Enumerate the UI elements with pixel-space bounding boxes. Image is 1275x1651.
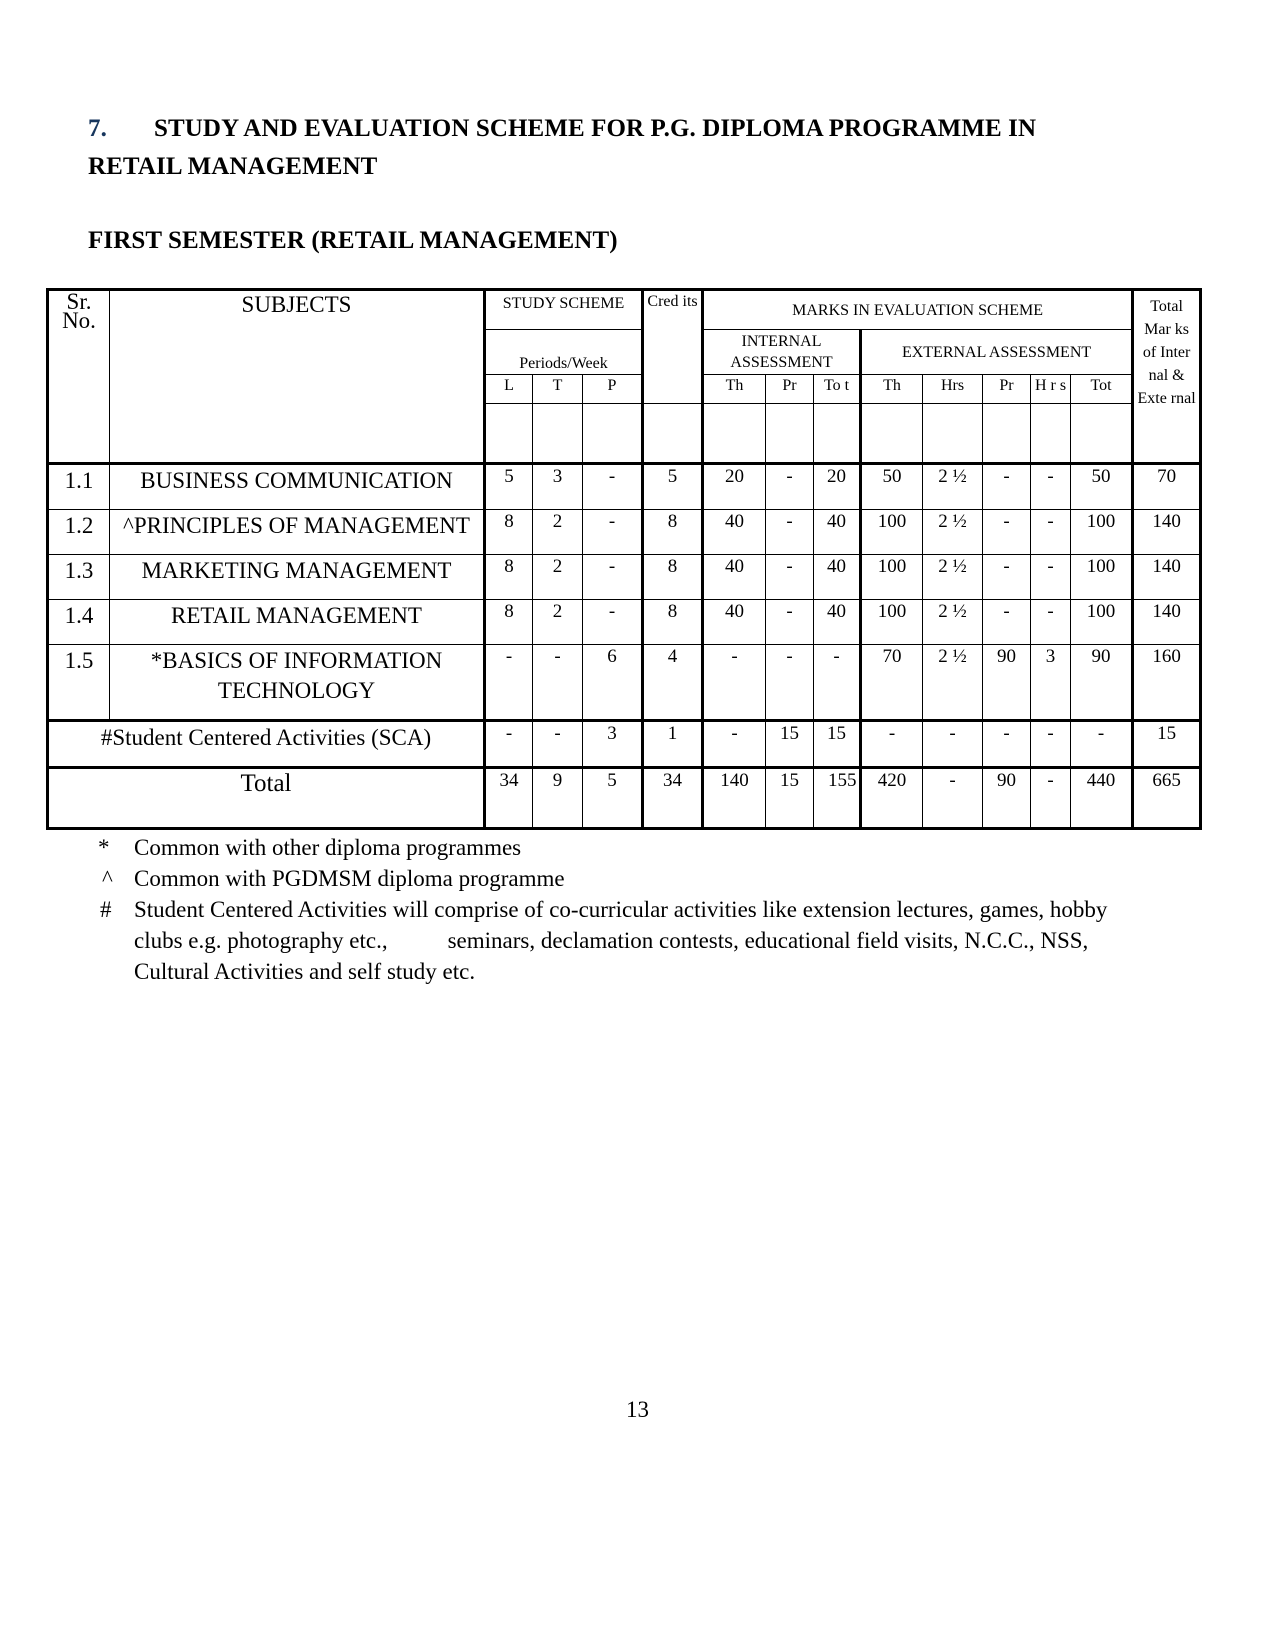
- cell-external-tot: 440: [1071, 768, 1133, 829]
- footnotes: [98, 832, 1168, 987]
- cell-credits: 8: [643, 600, 703, 645]
- cell-external-pr: -: [983, 721, 1031, 768]
- cell-subject: *BASICS OF INFORMATION TECHNOLOGY: [110, 645, 485, 721]
- header-col-external-tot: Tot: [1071, 375, 1133, 404]
- footnote-text: Student Centered Activities will comprise of co-curricular activities like extension lectures, games, hobby: [134, 897, 1108, 922]
- cell-grand-total: 160: [1133, 645, 1201, 721]
- cell-grand-total: 140: [1133, 555, 1201, 600]
- spacer-L: [485, 404, 533, 464]
- cell-grand-total: 140: [1133, 510, 1201, 555]
- cell-total-label: Total: [48, 768, 485, 829]
- header-external-assessment: EXTERNAL ASSESSMENT: [861, 330, 1133, 375]
- cell-L: 8: [485, 600, 533, 645]
- cell-internal-tot: 40: [814, 555, 861, 600]
- table-row-total: [48, 768, 1201, 829]
- footnote-asterisk: [98, 832, 1168, 863]
- cell-P: 3: [583, 721, 643, 768]
- footnote-cont-part-b: seminars, declamation contests, educational field visits, N.C.C., NSS,: [447, 928, 1089, 953]
- cell-L: -: [485, 721, 533, 768]
- header-credits: Cred its: [643, 290, 703, 404]
- cell-external-pr-hrs: 3: [1031, 645, 1071, 721]
- cell-internal-th: 40: [703, 600, 766, 645]
- cell-internal-th: -: [703, 721, 766, 768]
- cell-T: 3: [533, 464, 583, 510]
- cell-grand-total: 140: [1133, 600, 1201, 645]
- cell-external-pr: -: [983, 555, 1031, 600]
- spacer-ext-hrs: [923, 404, 983, 464]
- cell-P: -: [583, 600, 643, 645]
- cell-subject: BUSINESS COMMUNICATION: [110, 464, 485, 510]
- cell-grand-total: 15: [1133, 721, 1201, 768]
- cell-P: -: [583, 510, 643, 555]
- header-internal-assessment: INTERNAL ASSESSMENT: [703, 330, 861, 375]
- footnote-cont-part-a: clubs e.g. photography etc.,: [134, 928, 388, 953]
- cell-external-hrs: -: [923, 721, 983, 768]
- cell-credits: 34: [643, 768, 703, 829]
- header-col-P: P: [583, 375, 643, 404]
- table-row: [48, 464, 1201, 510]
- table-row: [48, 510, 1201, 555]
- cell-internal-pr: 15: [766, 721, 814, 768]
- footnote-caret: [98, 863, 1168, 894]
- header-subjects: SUBJECTS: [110, 290, 485, 464]
- cell-external-th: 50: [861, 464, 923, 510]
- cell-internal-th: 40: [703, 510, 766, 555]
- cell-external-pr: -: [983, 464, 1031, 510]
- cell-P: -: [583, 555, 643, 600]
- cell-credits: 5: [643, 464, 703, 510]
- header-col-internal-tot: To t: [814, 375, 861, 404]
- cell-sr-no: 1.5: [48, 645, 110, 721]
- cell-external-pr-hrs: -: [1031, 464, 1071, 510]
- cell-external-pr-hrs: -: [1031, 768, 1071, 829]
- cell-T: 2: [533, 510, 583, 555]
- cell-P: -: [583, 464, 643, 510]
- cell-external-hrs: 2 ½: [923, 464, 983, 510]
- cell-T: 2: [533, 600, 583, 645]
- cell-L: 8: [485, 555, 533, 600]
- cell-internal-pr: -: [766, 555, 814, 600]
- cell-external-tot: 100: [1071, 555, 1133, 600]
- cell-grand-total: 70: [1133, 464, 1201, 510]
- spacer-int-pr: [766, 404, 814, 464]
- cell-external-pr-hrs: -: [1031, 721, 1071, 768]
- header-col-internal-th: Th: [703, 375, 766, 404]
- cell-credits: 8: [643, 510, 703, 555]
- cell-external-pr: 90: [983, 768, 1031, 829]
- footnote-text: Common with other diploma programmes: [134, 835, 522, 860]
- cell-credits: 8: [643, 555, 703, 600]
- cell-external-tot: 100: [1071, 510, 1133, 555]
- cell-internal-tot: -: [814, 645, 861, 721]
- cell-sr-no: 1.4: [48, 600, 110, 645]
- cell-external-tot: -: [1071, 721, 1133, 768]
- cell-sca-label: #Student Centered Activities (SCA): [48, 721, 485, 768]
- header-grand-total: Total Mar ks of Inter nal & Exte rnal: [1133, 290, 1201, 464]
- study-evaluation-scheme-table: [46, 288, 1202, 830]
- cell-P: 5: [583, 768, 643, 829]
- header-sr-no: [48, 290, 110, 464]
- cell-sr-no: 1.2: [48, 510, 110, 555]
- cell-external-th: 70: [861, 645, 923, 721]
- cell-external-hrs: -: [923, 768, 983, 829]
- cell-external-hrs: 2 ½: [923, 600, 983, 645]
- cell-external-pr-hrs: -: [1031, 600, 1071, 645]
- header-col-internal-pr: Pr: [766, 375, 814, 404]
- spacer-credits: [643, 404, 703, 464]
- cell-external-pr-hrs: -: [1031, 555, 1071, 600]
- cell-internal-pr: -: [766, 510, 814, 555]
- cell-subject: ^PRINCIPLES OF MANAGEMENT: [110, 510, 485, 555]
- header-study-scheme: STUDY SCHEME: [485, 290, 643, 330]
- cell-subject: RETAIL MANAGEMENT: [110, 600, 485, 645]
- spacer-ext-pr: [983, 404, 1031, 464]
- header-col-T: T: [533, 375, 583, 404]
- cell-external-pr: 90: [983, 645, 1031, 721]
- spacer-ext-th: [861, 404, 923, 464]
- table-row: [48, 645, 1201, 721]
- cell-external-pr-hrs: -: [1031, 510, 1071, 555]
- cell-grand-total: 665: [1133, 768, 1201, 829]
- cell-internal-pr: -: [766, 645, 814, 721]
- footnote-continuation-line-2: Cultural Activities and self study etc.: [134, 959, 476, 984]
- cell-internal-th: 140: [703, 768, 766, 829]
- table-row: [48, 600, 1201, 645]
- cell-sr-no: 1.1: [48, 464, 110, 510]
- cell-external-pr: -: [983, 510, 1031, 555]
- cell-T: 9: [533, 768, 583, 829]
- spacer-int-th: [703, 404, 766, 464]
- table-row-sca: [48, 721, 1201, 768]
- cell-external-pr: -: [983, 600, 1031, 645]
- cell-internal-th: 20: [703, 464, 766, 510]
- spacer-int-tot: [814, 404, 861, 464]
- cell-internal-tot: 155: [814, 768, 861, 829]
- header-col-external-th: Th: [861, 375, 923, 404]
- cell-internal-pr: 15: [766, 768, 814, 829]
- cell-internal-pr: -: [766, 600, 814, 645]
- scheme-table-wrapper: [46, 288, 1196, 830]
- footnote-text: Common with PGDMSM diploma programme: [134, 866, 565, 891]
- section-title: STUDY AND EVALUATION SCHEME FOR P.G. DIPLOMA PROGRAMME IN RETAIL MANAGEMENT: [88, 115, 1037, 180]
- cell-internal-pr: -: [766, 464, 814, 510]
- cell-internal-th: 40: [703, 555, 766, 600]
- page-title: [88, 110, 1108, 186]
- cell-internal-tot: 40: [814, 510, 861, 555]
- semester-subtitle: FIRST SEMESTER (RETAIL MANAGEMENT): [88, 227, 618, 254]
- spacer-P: [583, 404, 643, 464]
- cell-L: -: [485, 645, 533, 721]
- cell-external-tot: 100: [1071, 600, 1133, 645]
- header-marks-in-evaluation-scheme: MARKS IN EVALUATION SCHEME: [703, 290, 1133, 330]
- cell-external-hrs: 2 ½: [923, 645, 983, 721]
- header-col-L: L: [485, 375, 533, 404]
- header-col-external-hrs: Hrs: [923, 375, 983, 404]
- cell-T: -: [533, 645, 583, 721]
- cell-external-tot: 50: [1071, 464, 1133, 510]
- cell-external-th: 100: [861, 600, 923, 645]
- cell-L: 5: [485, 464, 533, 510]
- spacer-ext-tot: [1071, 404, 1133, 464]
- table-header-row-1: [48, 290, 1201, 330]
- footnote-marker: ^: [102, 866, 113, 891]
- section-number: 7.: [88, 115, 107, 142]
- cell-credits: 4: [643, 645, 703, 721]
- cell-external-th: 100: [861, 555, 923, 600]
- spacer-ext-pr-hrs: [1031, 404, 1071, 464]
- cell-external-hrs: 2 ½: [923, 555, 983, 600]
- cell-external-th: 100: [861, 510, 923, 555]
- footnote-marker: *: [98, 835, 110, 860]
- cell-credits: 1: [643, 721, 703, 768]
- cell-internal-tot: 20: [814, 464, 861, 510]
- cell-P: 6: [583, 645, 643, 721]
- header-sr-no-label: Sr. No.: [62, 289, 96, 333]
- cell-T: 2: [533, 555, 583, 600]
- header-periods-per-week: Periods/Week: [485, 330, 643, 375]
- cell-sr-no: 1.3: [48, 555, 110, 600]
- cell-L: 8: [485, 510, 533, 555]
- page-number: 13: [626, 1397, 649, 1422]
- header-col-external-pr: Pr: [983, 375, 1031, 404]
- cell-external-tot: 90: [1071, 645, 1133, 721]
- footnote-continuation-line-1: [98, 925, 1168, 956]
- cell-external-hrs: 2 ½: [923, 510, 983, 555]
- header-col-external-pr-hrs: H r s: [1031, 375, 1071, 404]
- table-row: [48, 555, 1201, 600]
- cell-internal-tot: 15: [814, 721, 861, 768]
- cell-T: -: [533, 721, 583, 768]
- footnote-marker: #: [100, 897, 112, 922]
- cell-external-th: 420: [861, 768, 923, 829]
- cell-subject: MARKETING MANAGEMENT: [110, 555, 485, 600]
- cell-L: 34: [485, 768, 533, 829]
- cell-internal-tot: 40: [814, 600, 861, 645]
- cell-external-th: -: [861, 721, 923, 768]
- cell-internal-th: -: [703, 645, 766, 721]
- spacer-T: [533, 404, 583, 464]
- footnote-hash: [98, 894, 1168, 925]
